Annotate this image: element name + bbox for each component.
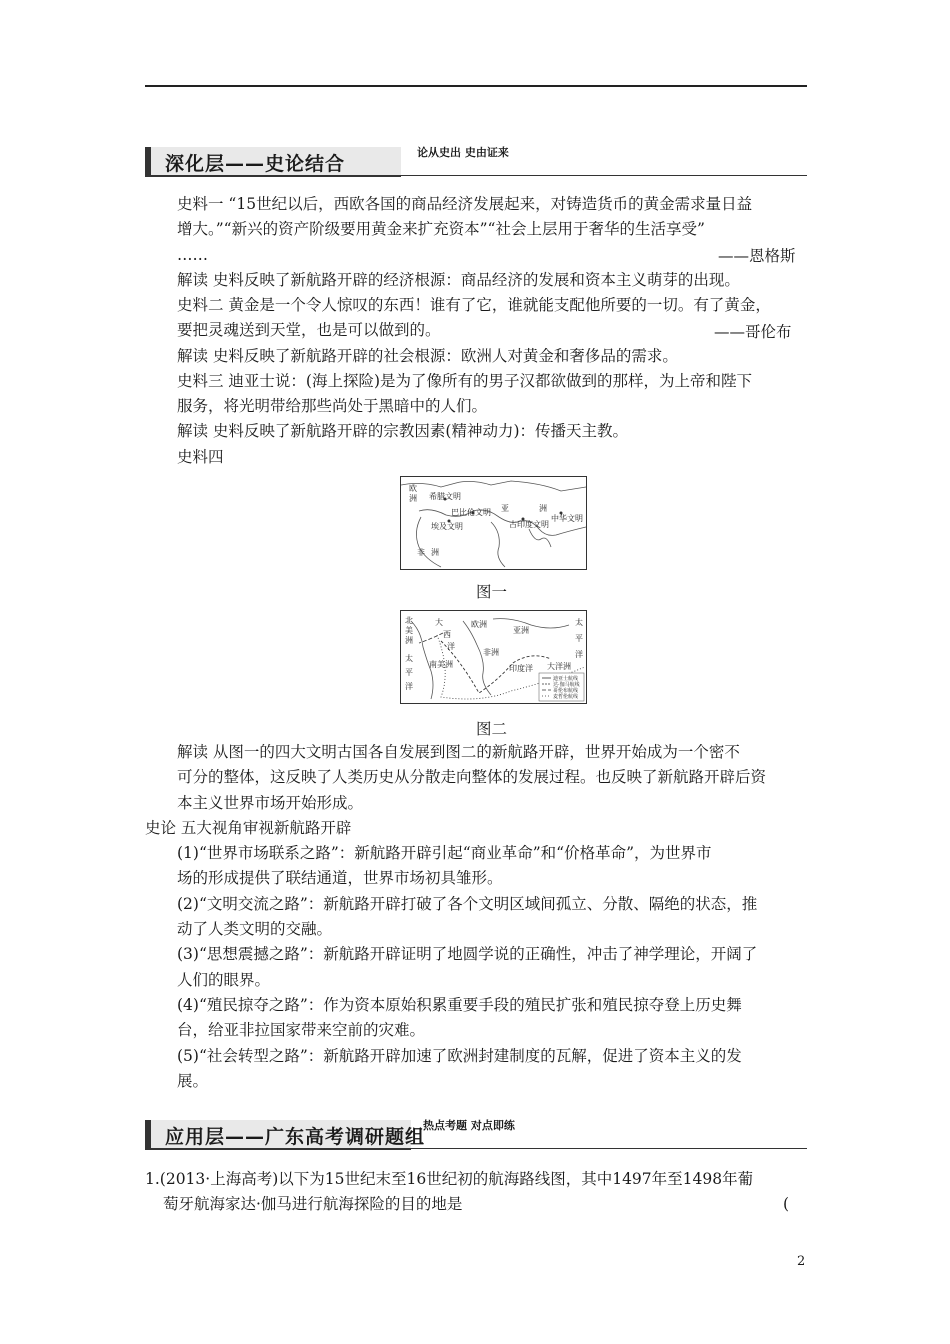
map2-legend: 迪亚士航线 xyxy=(553,676,579,682)
material4-reading-line1: 解读 从图一的四大文明古国各自发展到图二的新航路开辟，世界开始成为一个密不 xyxy=(177,743,740,761)
theory-heading: 史论 五大视角审视新航路开辟 xyxy=(145,819,352,837)
material1-citation: ——恩格斯 xyxy=(718,247,796,265)
map2-label: 印度洋 xyxy=(509,664,533,673)
map1-label: 洲 xyxy=(409,494,417,503)
question1-line1: 1.(2013·上海高考)以下为15世纪末至16世纪初的航海路线图，其中1497年至1498年葡 xyxy=(145,1170,754,1188)
theory-point4-line2: 台，给亚非拉国家带来空前的灾难。 xyxy=(177,1021,426,1039)
banner-rule xyxy=(395,175,807,176)
map2-label: 北 xyxy=(405,616,413,625)
map2-graphic xyxy=(401,611,586,703)
map2-label: 平 xyxy=(405,668,413,677)
section-banner-deepen xyxy=(145,147,807,177)
map2-label: 洋 xyxy=(575,650,583,659)
map1-label: 希腊文明 xyxy=(429,492,461,501)
banner-box xyxy=(145,147,401,177)
material1-line3: …… xyxy=(177,246,208,264)
map2-label: 亚洲 xyxy=(513,626,529,635)
theory-point2-line2: 动了人类文明的交融。 xyxy=(177,920,333,938)
material3-line2: 服务，将光明带给那些尚处于黑暗中的人们。 xyxy=(177,397,488,415)
map1-label: 巴比伦文明 xyxy=(451,508,491,517)
question1-line2: 萄牙航海家达·伽马进行航海探险的目的地是 xyxy=(163,1195,463,1213)
material4-reading-line3: 本主义世界市场开始形成。 xyxy=(177,794,364,812)
map2-label: 太 xyxy=(405,654,413,663)
map1-label: 古印度文明 xyxy=(509,520,549,529)
map1-graphic xyxy=(401,477,586,569)
theory-point3-line2: 人们的眼界。 xyxy=(177,971,271,989)
map1-label: 埃及文明 xyxy=(431,522,463,531)
section-title: 深化层——史论结合 xyxy=(165,153,346,175)
map2-caption: 图二 xyxy=(476,720,508,738)
section-title: 应用层——广东高考调研题组 xyxy=(165,1126,426,1148)
map2-legend: 麦哲伦航线 xyxy=(553,694,579,700)
material2-citation: ——哥伦布 xyxy=(714,323,792,341)
theory-point3-line1: (3)“思想震撼之路”：新航路开辟证明了地圆学说的正确性，冲击了神学理论，开阔了 xyxy=(177,945,758,963)
theory-point1-line1: (1)“世界市场联系之路”：新航路开辟引起“商业革命”和“价格革命”，为世界市 xyxy=(177,844,712,862)
material4-label: 史料四 xyxy=(177,448,224,466)
map2-label: 平 xyxy=(575,634,583,643)
section-subtitle: 论从史出 史由证来 xyxy=(417,146,509,159)
header-rule xyxy=(145,85,807,87)
map2-label: 太 xyxy=(575,618,583,627)
material1-line2: 增大。”“新兴的资产阶级要用黄金来扩充资本”“社会上层用于奢华的生活享受” xyxy=(177,220,705,238)
map-ancient-civilizations xyxy=(400,476,587,570)
material2-line1: 史料二 黄金是一个令人惊叹的东西！谁有了它，谁就能支配他所要的一切。有了黄金， xyxy=(177,296,771,314)
section-subtitle: 热点考题 对点即练 xyxy=(423,1119,515,1132)
map1-label: 中华文明 xyxy=(551,514,583,523)
map1-label: 非 xyxy=(417,548,425,557)
material1-reading: 解读 史料反映了新航路开辟的经济根源：商品经济的发展和资本主义萌芽的出现。 xyxy=(177,271,740,289)
map2-legend: 达·伽马航线 xyxy=(553,682,580,688)
map2-label: 洋 xyxy=(405,682,413,691)
map-new-sea-routes xyxy=(400,610,587,704)
map1-label: 亚 xyxy=(501,504,509,513)
map2-label: 西 xyxy=(443,630,451,639)
theory-point1-line2: 场的形成提供了联结通道，世界市场初具雏形。 xyxy=(177,869,503,887)
material2-line2: 要把灵魂送到天堂，也是可以做到的。 xyxy=(177,321,441,339)
theory-point4-line1: (4)“殖民掠夺之路”：作为资本原始积累重要手段的殖民扩张和殖民掠夺登上历史舞 xyxy=(177,996,742,1014)
material2-reading: 解读 史料反映了新航路开辟的社会根源：欧洲人对黄金和奢侈品的需求。 xyxy=(177,347,678,365)
map1-label: 欧 xyxy=(409,484,417,493)
material3-line1: 史料三 迪亚士说：(海上探险)是为了像所有的男子汉都欲做到的那样，为上帝和陛下 xyxy=(177,372,753,390)
page-number: 2 xyxy=(797,1254,806,1269)
material4-reading-line2: 可分的整体，这反映了人类历史从分散走向整体的发展过程。也反映了新航路开辟后资 xyxy=(177,768,767,786)
material3-reading: 解读 史料反映了新航路开辟的宗教因素(精神动力)：传播天主教。 xyxy=(177,422,629,440)
map2-label: 大洋洲 xyxy=(547,662,571,671)
material1-line1: 史料一 “15世纪以后，西欧各国的商品经济发展起来，对铸造货币的黄金需求量日益 xyxy=(177,195,753,213)
theory-point5-line2: 展。 xyxy=(177,1072,209,1090)
map1-label: 洲 xyxy=(539,504,547,513)
map2-label: 欧洲 xyxy=(471,620,487,629)
map2-label: 南美洲 xyxy=(429,660,453,669)
theory-point5-line1: (5)“社会转型之路”：新航路开辟加速了欧洲封建制度的瓦解，促进了资本主义的发 xyxy=(177,1047,742,1065)
banner-rule xyxy=(405,1148,807,1149)
map1-label: 洲 xyxy=(431,548,439,557)
banner-box xyxy=(145,1120,426,1150)
map2-legend: 哥伦布航线 xyxy=(553,688,579,694)
theory-point2-line1: (2)“文明交流之路”：新航路开辟打破了各个文明区域间孤立、分散、隔绝的状态，推 xyxy=(177,895,758,913)
map2-label: 美 xyxy=(405,626,413,635)
map1-caption: 图一 xyxy=(476,583,508,601)
map2-label: 大 xyxy=(435,618,443,627)
map2-label: 洲 xyxy=(405,636,413,645)
map2-label: 非洲 xyxy=(483,648,499,657)
map2-label: 洋 xyxy=(447,642,455,651)
section-banner-apply xyxy=(145,1120,807,1150)
answer-paren: ( xyxy=(783,1195,790,1213)
